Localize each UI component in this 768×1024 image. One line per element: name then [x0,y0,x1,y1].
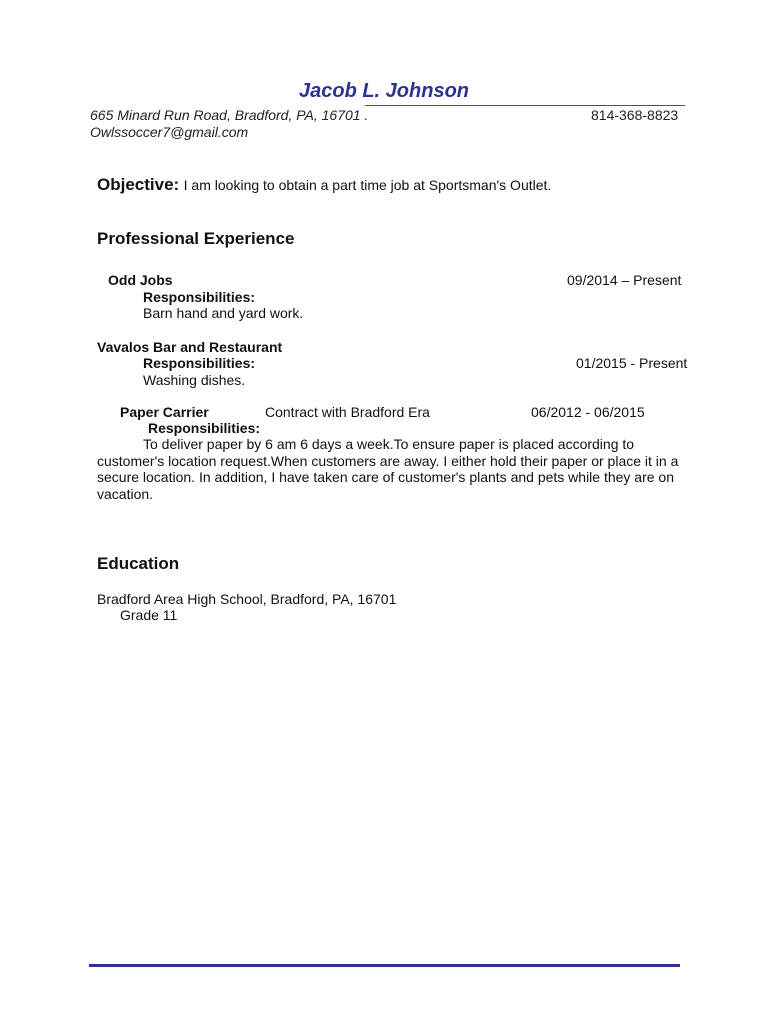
education-school: Bradford Area High School, Bradford, PA, 16701 [97,591,397,607]
job-title-odd-jobs: Odd Jobs [108,272,173,288]
responsibilities-label: Responsibilities: [143,289,256,305]
job-title-vavalos: Vavalos Bar and Restaurant [97,339,283,355]
contact-email: Owlssoccer7@gmail.com [90,124,249,140]
footer-divider [89,964,680,967]
education-heading: Education [97,554,180,573]
contact-address: 665 Minard Run Road, Bradford, PA, 16701 . [90,107,369,123]
contact-phone: 814-368-8823 [591,107,679,123]
experience-heading: Professional Experience [97,229,295,248]
job-dates-paper-carrier: 06/2012 - 06/2015 [531,404,645,420]
education-grade: Grade 11 [120,607,178,623]
job-title-paper-carrier: Paper Carrier [120,404,209,420]
job-employer-paper-carrier: Contract with Bradford Era [265,404,430,420]
job-dates-odd-jobs: 09/2014 – Present [567,272,682,288]
job-description-odd-jobs: Barn hand and yard work. [143,305,304,321]
job-dates-vavalos: 01/2015 - Present [576,355,688,371]
header-divider [365,105,685,106]
objective-text: I am looking to obtain a part time job at Sportsman's Outlet. [183,177,552,193]
objective [97,175,551,195]
responsibilities-label: Responsibilities: [148,420,261,436]
objective-label: Objective: [97,175,180,194]
candidate-name: Jacob L. Johnson [298,80,470,102]
responsibilities-label: Responsibilities: [143,355,256,371]
job-description-vavalos: Washing dishes. [143,372,246,388]
job-description-paper-carrier: To deliver paper by 6 am 6 days a week.To ensure paper is placed according to customer's location request.When customers are away. I either hold their paper or place it in a secure location. In addition, I have taken care of customer's plants and pets while they are on vacation. [97,436,679,502]
